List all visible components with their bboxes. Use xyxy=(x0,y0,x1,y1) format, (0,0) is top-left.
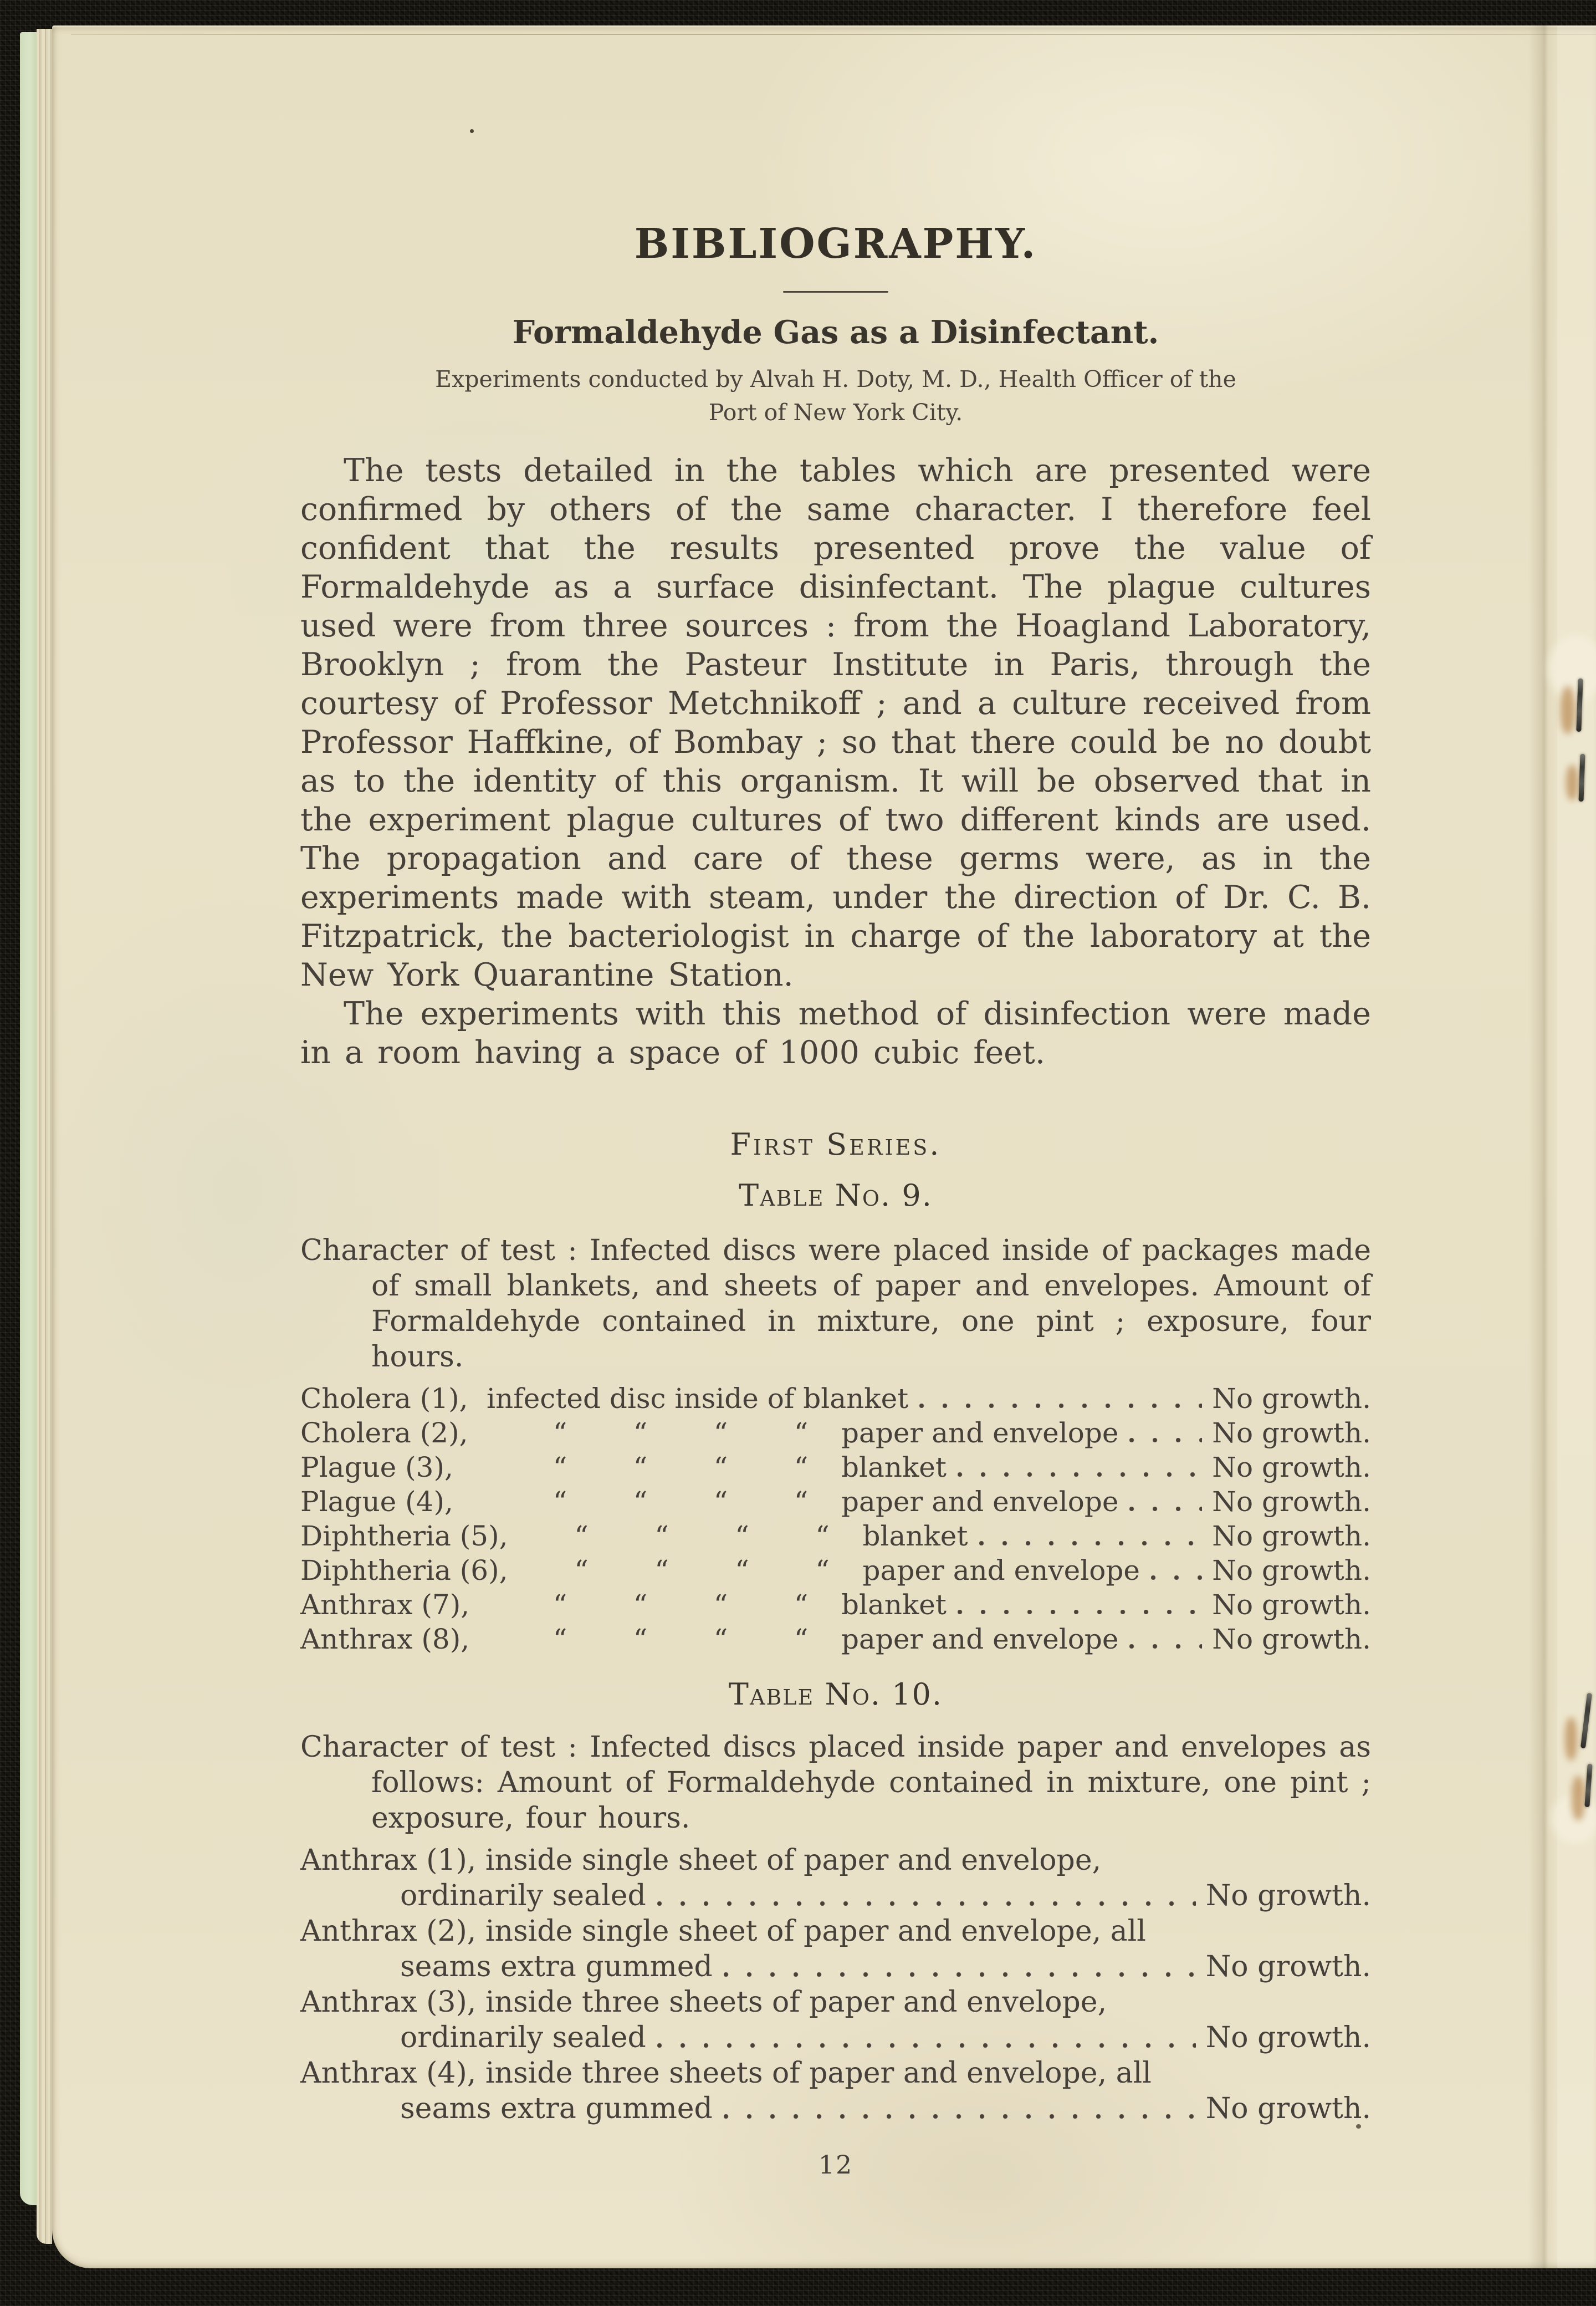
table9-rows xyxy=(300,1381,1371,1656)
dot-leader xyxy=(1129,1438,1202,1442)
title-rule xyxy=(783,291,888,293)
byline xyxy=(300,363,1371,429)
table10-heading: Table No. 10. xyxy=(728,1677,943,1712)
text-column xyxy=(300,25,1371,2180)
row-result: No growth. xyxy=(1212,1520,1371,1552)
row-line-2 xyxy=(300,2020,1371,2055)
dot-leader xyxy=(657,1901,1196,1906)
table-row xyxy=(300,1984,1371,2055)
ditto-mark: “ xyxy=(574,1520,589,1552)
dot-leader xyxy=(724,2114,1196,2119)
row-result: No growth. xyxy=(1205,2021,1371,2054)
ditto-mark: “ xyxy=(654,1520,669,1552)
table-row xyxy=(300,1843,1371,1914)
dot-leader xyxy=(657,2043,1196,2048)
table10-rows xyxy=(300,1843,1371,2126)
row-line-1: Anthrax (4), inside three sheets of paper and envelope, all xyxy=(300,2057,1152,2090)
dot-leader xyxy=(724,1972,1196,1977)
dot-leader xyxy=(979,1541,1203,1545)
section-heading-first-series: First Series. xyxy=(730,1127,942,1162)
table-row xyxy=(300,1588,1371,1622)
binding-crease xyxy=(1528,25,1557,2268)
table-row xyxy=(300,1484,1371,1519)
row-description: blanket xyxy=(841,1589,947,1621)
ditto-mark: “ xyxy=(633,1451,648,1483)
row-description: ordinarily sealed xyxy=(400,2021,646,2054)
row-organism: Anthrax (8), xyxy=(300,1623,470,1655)
ditto-mark: “ xyxy=(633,1623,648,1655)
ditto-mark: “ xyxy=(735,1554,749,1586)
row-result: No growth. xyxy=(1212,1486,1371,1518)
row-result: No growth. xyxy=(1212,1554,1371,1586)
row-description: paper and envelope xyxy=(841,1417,1119,1449)
table10-character-of-test: Character of test : Infected discs placed inside paper and envelopes as follows: Amount of Formaldehyde contained in mixture, one pint ; exposure, four hours. xyxy=(300,1731,1371,1835)
row-result: No growth. xyxy=(1205,1879,1371,1912)
row-line-1: Anthrax (2), inside single sheet of paper and envelope, all xyxy=(300,1915,1146,1948)
ditto-mark: “ xyxy=(553,1486,567,1518)
row-result: No growth. xyxy=(1205,2092,1371,2125)
rust-stain xyxy=(1572,1776,1585,1820)
paragraph-2: The experiments with this method of disinfection were made in a room having a space of 1000 cubic feet. xyxy=(300,996,1371,1071)
row-result: No growth. xyxy=(1205,1950,1371,1983)
row-result: No growth. xyxy=(1212,1451,1371,1483)
rust-stain xyxy=(1565,1717,1577,1761)
row-line-2 xyxy=(300,1878,1371,1914)
ditto-mark: “ xyxy=(794,1451,809,1483)
row-organism: Diphtheria (5), xyxy=(300,1520,508,1552)
table-row xyxy=(300,1450,1371,1484)
row-description: seams extra gummed xyxy=(400,1950,713,1983)
page-right-edge-band xyxy=(1557,25,1596,2268)
ditto-mark: “ xyxy=(713,1623,728,1655)
ditto-mark: “ xyxy=(553,1623,567,1655)
ditto-mark: “ xyxy=(654,1554,669,1586)
book-cover-green-edge xyxy=(20,32,37,2205)
row-description: blanket xyxy=(862,1520,968,1552)
row-line-1: Anthrax (1), inside single sheet of paper and envelope, xyxy=(300,1844,1102,1877)
dot-leader xyxy=(1129,1644,1202,1649)
ditto-mark: “ xyxy=(794,1589,809,1621)
row-organism: Cholera (2), xyxy=(300,1417,468,1449)
rust-stain xyxy=(1561,686,1575,734)
ditto-mark: “ xyxy=(553,1589,567,1621)
table-row xyxy=(300,1416,1371,1450)
article-title: Formaldehyde Gas as a Disinfectant. xyxy=(512,314,1159,351)
ditto-mark: “ xyxy=(794,1623,809,1655)
ditto-mark: “ xyxy=(815,1520,830,1552)
row-organism: Diphtheria (6), xyxy=(300,1554,508,1586)
table9-heading: Table No. 9. xyxy=(739,1178,933,1213)
row-description: seams extra gummed xyxy=(400,2092,713,2125)
row-description: infected disc inside of blanket xyxy=(487,1382,909,1415)
ditto-mark: “ xyxy=(713,1486,728,1518)
row-organism: Plague (3), xyxy=(300,1451,453,1483)
table-row xyxy=(300,1622,1371,1656)
row-description: blanket xyxy=(841,1451,947,1483)
ditto-mark: “ xyxy=(713,1589,728,1621)
ditto-mark: “ xyxy=(553,1451,567,1483)
table-row xyxy=(300,1914,1371,1984)
dot-leader xyxy=(958,1610,1202,1614)
dot-leader xyxy=(1151,1575,1202,1580)
ditto-mark: “ xyxy=(633,1417,648,1449)
ditto-mark: “ xyxy=(553,1417,567,1449)
ditto-mark: “ xyxy=(633,1589,648,1621)
table-row xyxy=(300,1519,1371,1553)
rust-stain xyxy=(1566,765,1578,800)
row-organism: Cholera (1), xyxy=(300,1382,468,1415)
stacked-page-edges xyxy=(37,29,52,2244)
table-row xyxy=(300,1553,1371,1588)
row-line-1: Anthrax (3), inside three sheets of paper and envelope, xyxy=(300,1986,1107,2019)
ditto-mark: “ xyxy=(713,1451,728,1483)
row-organism: Plague (4), xyxy=(300,1486,453,1518)
ditto-mark: “ xyxy=(815,1554,830,1586)
row-result: No growth. xyxy=(1212,1382,1371,1415)
page-title: BIBLIOGRAPHY. xyxy=(634,220,1037,268)
byline-line-1: Experiments conducted by Alvah H. Doty, M. D., Health Officer of the xyxy=(435,366,1236,392)
row-result: No growth. xyxy=(1212,1417,1371,1449)
ditto-mark: “ xyxy=(574,1554,589,1586)
row-result: No growth. xyxy=(1212,1623,1371,1655)
dot-leader xyxy=(1129,1507,1202,1511)
paragraph-1: The tests detailed in the tables which are presented were confirmed by others of the same character. I therefore feel confident that the results presented prove the value of Formaldehyde as a surface disinfectant. The plague cultures used were from three sources : from the Hoagland Laboratory, Brooklyn ; from the Pasteur Institute in Paris, through the courtesy of Professor Metchnikoff ; and a culture received from Professor Haffkine, of Bombay ; so that there could be no doubt as to the identity of this organism. It will be observed that in the experiment plague cultures of two different kinds are used. The propagation and care of these germs were, as in the experiments made with steam, under the direction of Dr. C. B. Fitzpatrick, the bacteriologist in charge of the laboratory at the New York Quarantine Station. xyxy=(300,452,1371,993)
dot-leader xyxy=(958,1472,1202,1477)
row-description: paper and envelope xyxy=(862,1554,1140,1586)
ditto-mark: “ xyxy=(633,1486,648,1518)
ditto-mark: “ xyxy=(794,1486,809,1518)
row-description: paper and envelope xyxy=(841,1623,1119,1655)
ditto-mark: “ xyxy=(794,1417,809,1449)
row-result: No growth. xyxy=(1212,1589,1371,1621)
table9-character-of-test: Character of test : Infected discs were placed inside of packages made of small blankets, and sheets of paper and envelopes. Amount of Formaldehyde contained in mixture, one pint ; exposure, four hours. xyxy=(300,1234,1371,1374)
row-description: paper and envelope xyxy=(841,1486,1119,1518)
ditto-mark: “ xyxy=(735,1520,749,1552)
row-description: ordinarily sealed xyxy=(400,1879,646,1912)
row-organism: Anthrax (7), xyxy=(300,1589,470,1621)
byline-line-2: Port of New York City. xyxy=(708,399,963,426)
table-row xyxy=(300,2055,1371,2126)
row-line-2 xyxy=(300,2091,1371,2126)
page xyxy=(52,25,1596,2268)
table-row xyxy=(300,1381,1371,1416)
page-number: 12 xyxy=(818,2150,853,2180)
row-line-2 xyxy=(300,1949,1371,1984)
dot-leader xyxy=(919,1404,1202,1408)
ditto-mark: “ xyxy=(713,1417,728,1449)
